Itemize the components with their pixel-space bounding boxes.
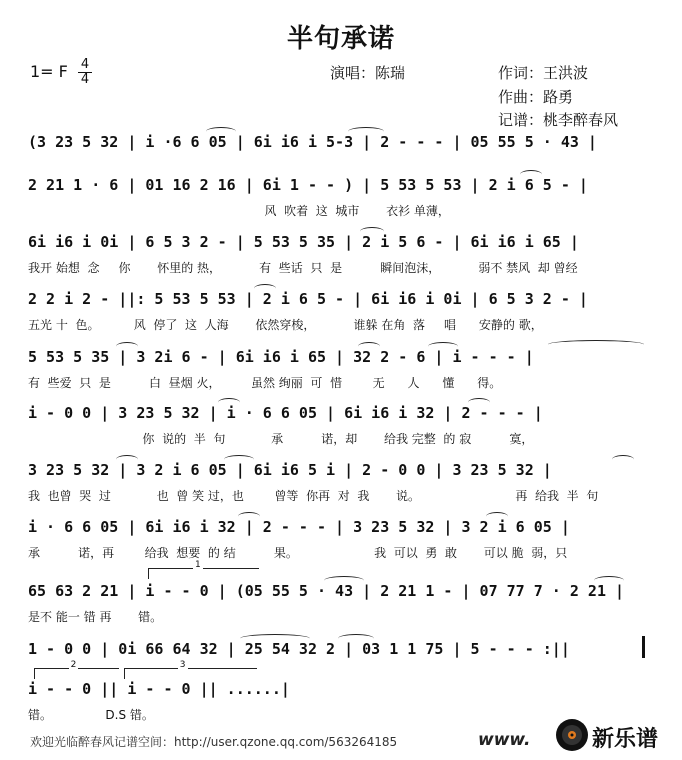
- notes-row-4: 2 2 i 2 - ||: 5 53 5 53 | 2 i 6 5 - | 6i i6 i 0i | 6 5 3 2 - |: [28, 290, 588, 308]
- song-title: 半句承诺: [286, 24, 395, 54]
- slur: [520, 170, 542, 179]
- time-signature: [78, 58, 92, 87]
- key-signature: 1= F: [30, 62, 68, 81]
- slur: [486, 512, 508, 521]
- brand-logo-text: 新乐谱: [592, 727, 659, 752]
- notes-row-10: 1 - 0 0 | 0i 66 64 32 | 25 54 32 2 | 03 1 1 75 | 5 - - - :||: [28, 640, 570, 658]
- repeat-end-bar: [642, 636, 645, 658]
- volta-2-label: 2: [70, 660, 77, 670]
- meter-bottom: 4: [80, 72, 90, 87]
- lyrics-row-9: 是不 能一 错 再 错。: [28, 610, 163, 624]
- lyrics-row-3: 我开 始想 念 你 怀里的 热， 有 些话 只 是 瞬间泡沫， 弱不 禁风 却 曾经: [28, 261, 578, 275]
- volta-bracket-3: [124, 660, 257, 679]
- slur: [116, 342, 138, 351]
- lyrics-row-4: 五光 十 色。 风 停了 这 人海 依然穿梭， 谁躲 在角 落 唱 安静的 歌，: [28, 318, 543, 332]
- transcriber-credit: 记谱：桃李醉春风: [498, 111, 619, 129]
- notes-row-7: 3 23 5 32 | 3 2 i 6 05 | 6i i6 5 i | 2 - 0 0 | 3 23 5 32 |: [28, 461, 552, 479]
- composer-credit: 作曲：路勇: [498, 88, 574, 106]
- meter-top: 4: [80, 57, 90, 72]
- watermark-text: www.: [478, 730, 531, 750]
- notes-row-3: 6i i6 i 0i | 6 5 3 2 - | 5 53 5 35 | 2 i 5 6 - | 6i i6 i 65 |: [28, 233, 579, 251]
- slur: [612, 455, 634, 464]
- notes-row-5: 5 53 5 35 | 3 2i 6 - | 6i i6 i 65 | 32 2 - 6 | i - - - |: [28, 348, 534, 366]
- lyrics-row-5: 有 些爱 只 是 白 昼烟 火， 虽然 绚丽 可 惜 无 人 懂 得。: [28, 376, 502, 390]
- lyrics-row-11: 错。 D.S 错。: [28, 708, 154, 722]
- slur: [338, 634, 374, 643]
- lyricist-credit: 作词：王洪波: [498, 64, 589, 82]
- slur: [324, 576, 364, 585]
- slur: [468, 398, 490, 407]
- volta-3-label: 3: [179, 660, 186, 670]
- slur: [428, 342, 458, 351]
- lyrics-row-6: 你 说的 半 句 承 诺，却 给我 完整 的 寂 寞，: [28, 432, 534, 446]
- slur: [594, 576, 624, 585]
- slur: [254, 284, 276, 293]
- slur: [224, 455, 254, 464]
- site-footer: 欢迎光临醉春风记谱空间：http://user.qzone.qq.com/563264185: [30, 735, 398, 749]
- notes-row-11: i - - 0 || i - - 0 || ......|: [28, 680, 290, 698]
- lyrics-row-8: 承 诺，再 给我 想要 的 结 果。 我 可以 勇 敢 可以 脆 弱，只: [28, 546, 568, 560]
- slur: [358, 342, 380, 351]
- slur: [238, 512, 260, 521]
- slur: [360, 227, 384, 236]
- slur: [348, 127, 384, 136]
- slur: [116, 455, 138, 464]
- notes-row-8: i · 6 6 05 | 6i i6 i 32 | 2 - - - | 3 23 5 32 | 3 2 i 6 05 |: [28, 518, 570, 536]
- disc-logo-icon: [555, 718, 589, 752]
- notes-row-9: 65 63 2 21 | i - - 0 | (05 55 5 · 43 | 2 21 1 - | 07 77 7 · 2 21 |: [28, 582, 625, 600]
- notes-row-2: 2 21 1 · 6 | 01 16 2 16 | 6i 1 - - ) | 5 53 5 53 | 2 i 6 5 - |: [28, 176, 588, 194]
- slur: [218, 398, 240, 407]
- slur: [206, 127, 236, 136]
- slur: [548, 340, 644, 349]
- singer-credit: 演唱：陈瑞: [330, 64, 406, 82]
- volta-bracket-2: [34, 660, 119, 679]
- lyrics-row-7: 我 也曾 哭 过 也 曾 笑 过，也 曾等 你再 对 我 说。 再 给我 半 句: [28, 489, 599, 503]
- volta-1-label: 1: [195, 560, 201, 570]
- lyrics-row-2: 风 吹着 这 城市 衣衫 单薄，: [28, 204, 450, 218]
- notes-row-6: i - 0 0 | 3 23 5 32 | i · 6 6 05 | 6i i6 i 32 | 2 - - - |: [28, 404, 543, 422]
- slur: [240, 634, 310, 643]
- volta-bracket-1: [148, 560, 259, 579]
- notes-row-1: (3 23 5 32 | i ·6 6 05 | 6i i6 i 5-3 | 2 - - - | 05 55 5 · 43 |: [28, 133, 597, 151]
